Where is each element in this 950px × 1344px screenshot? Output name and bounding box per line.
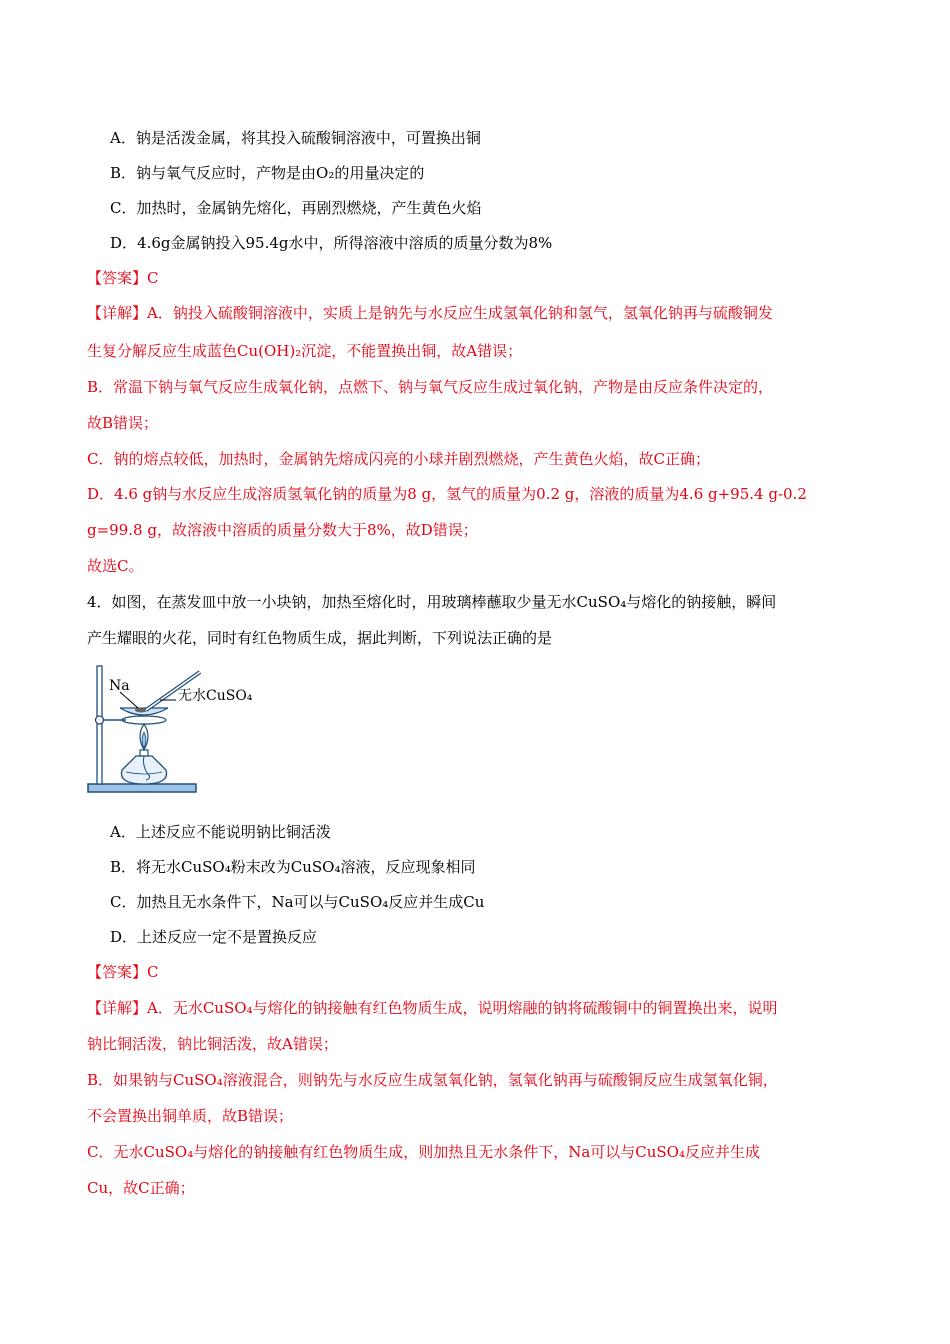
q3-detail-line: 【详解】A．钠投入硫酸铜溶液中，实质上是钠先与水反应生成氢氧化钠和氢气，氢氧化钠再与硫酸铜发 — [87, 304, 773, 322]
stand-base — [88, 784, 196, 792]
q4-detail-line: B．如果钠与CuSO₄溶液混合，则钠先与水反应生成氢氧化钠，氢氧化钠再与硫酸铜反应生成氢氧化铜， — [87, 1071, 778, 1089]
q3-answer: 【答案】C — [87, 269, 159, 287]
clamp-knob — [96, 716, 104, 724]
wick-holder — [140, 750, 148, 756]
q4-option-d: D．上述反应一定不是置换反应 — [110, 928, 318, 946]
q3-option-a: A．钠是活泼金属，将其投入硫酸铜溶液中，可置换出铜 — [110, 129, 481, 147]
q4-stem-line: 产生耀眼的火花，同时有红色物质生成，据此判断，下列说法正确的是 — [87, 629, 553, 647]
q3-detail-line: B．常温下钠与氧气反应生成氧化钠，点燃下、钠与氧气反应生成过氧化钠，产物是由反应条件决定的， — [87, 378, 774, 396]
q4-option-c: C．加热且无水条件下，Na可以与CuSO₄反应并生成Cu — [110, 893, 485, 911]
q4-detail-line: C．无水CuSO₄与熔化的钠接触有红色物质生成，则加热且无水条件下，Na可以与CuSO₄反应并生成 — [87, 1143, 760, 1161]
q3-detail-line: C．钠的熔点较低，加热时，金属钠先熔成闪亮的小球并剧烈燃烧，产生黄色火焰，故C正确； — [87, 450, 710, 468]
q4-detail-line: 钠比铜活泼，钠比铜活泼，故A错误； — [87, 1035, 338, 1053]
q3-option-d: D．4.6g金属钠投入95.4g水中，所得溶液中溶质的质量分数为8% — [110, 234, 553, 252]
q3-detail-line: g=99.8 g，故溶液中溶质的质量分数大于8%，故D错误； — [87, 521, 478, 539]
na-label: Na — [109, 678, 130, 694]
q3-detail-line: 生复分解反应生成蓝色Cu(OH)₂沉淀，不能置换出铜，故A错误； — [87, 342, 523, 360]
q3-detail-line: 故选C。 — [87, 557, 144, 575]
na-pointer — [120, 692, 138, 708]
q4-answer: 【答案】C — [87, 963, 159, 981]
q4-detail-line: 不会置换出铜单质，故B错误； — [87, 1107, 294, 1125]
q4-option-a: A．上述反应不能说明钠比铜活泼 — [110, 823, 331, 841]
q3-option-b: B．钠与氧气反应时，产物是由O₂的用量决定的 — [110, 164, 425, 182]
apparatus-figure — [86, 658, 266, 796]
cuso4-label: 无水CuSO₄ — [178, 688, 253, 704]
q4-detail-line: 【详解】A．无水CuSO₄与熔化的钠接触有红色物质生成，说明熔融的钠将硫酸铜中的铜置换出来，说明 — [87, 999, 778, 1017]
q3-option-c: C．加热时，金属钠先熔化，再剧烈燃烧，产生黄色火焰 — [110, 199, 482, 217]
q4-detail-line: Cu，故C正确； — [87, 1179, 195, 1197]
q4-option-b: B．将无水CuSO₄粉末改为CuSO₄溶液，反应现象相同 — [110, 858, 476, 876]
support-ring — [122, 716, 166, 724]
q4-stem-line: 4．如图，在蒸发皿中放一小块钠，加热至熔化时，用玻璃棒蘸取少量无水CuSO₄与熔化的钠接触，瞬间 — [87, 593, 777, 611]
stand-rod — [97, 666, 102, 784]
q3-detail-line: D．4.6 g钠与水反应生成溶质氢氧化钠的质量为8 g，氢气的质量为0.2 g，溶液的质量为4.6 g+95.4 g-0.2 — [87, 485, 807, 503]
q3-detail-line: 故B错误； — [87, 414, 159, 432]
